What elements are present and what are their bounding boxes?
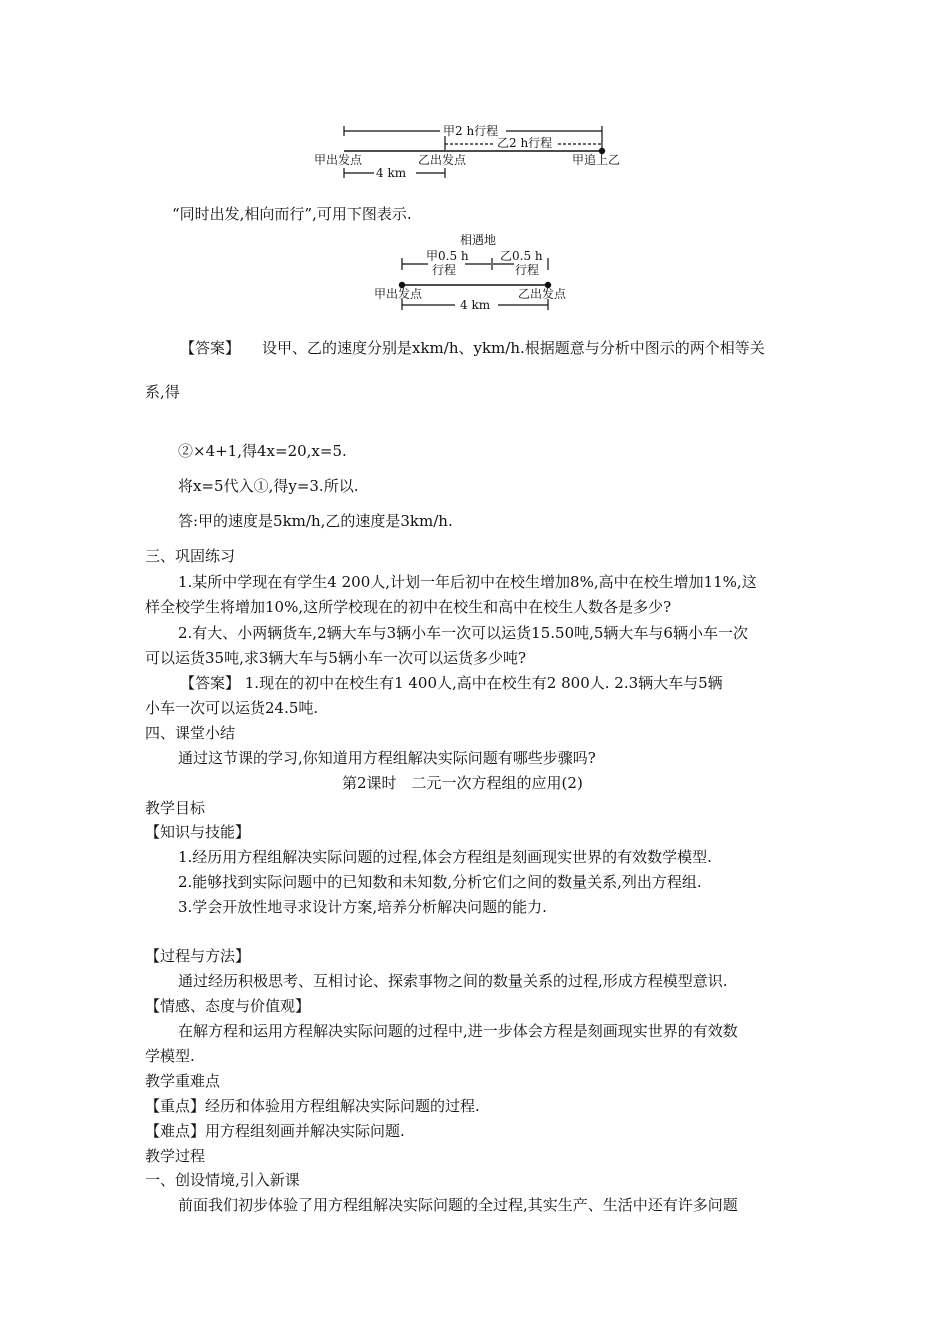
section3-q2-line1: 2.有大、小两辆货车,2辆大车与3辆小车一次可以运货15.50吨,5辆大车与6辆小车一次	[178, 624, 748, 642]
answer-step-1: ②×4+1,得4x=20,x=5.	[178, 442, 347, 460]
part1-title: 一、创设情境,引入新课	[145, 1171, 300, 1189]
pursuit-diagram	[300, 118, 650, 180]
knowledge-item-2: 2.能够找到实际问题中的已知数和未知数,分析它们之间的数量关系,列出方程组.	[178, 873, 702, 891]
hard-point: 【难点】用方程组刻画并解决实际问题.	[145, 1122, 405, 1140]
knowledge-title: 【知识与技能】	[145, 823, 251, 841]
section3-title: 三、巩固练习	[145, 547, 236, 565]
knowledge-item-1: 1.经历用方程组解决实际问题的过程,体会方程组是刻画现实世界的有效数学模型.	[178, 848, 712, 866]
process-text: 通过经历积极思考、互相讨论、探索事物之间的数量关系的过程,形成方程模型意识.	[178, 972, 728, 990]
catch-label: 甲追上乙	[572, 153, 621, 167]
section3-q1-line2: 样全校学生将增加10%,这所学校现在的初中在校生和高中在校生人数各是多少?	[145, 598, 672, 616]
distance-label: 4 km	[460, 298, 491, 312]
part1-text: 前面我们初步体验了用方程组解决实际问题的全过程,其实生产、生活中还有许多问题	[178, 1196, 738, 1214]
emotion-line1: 在解方程和运用方程解决实际问题的过程中,进一步体会方程是刻画现实世界的有效数	[178, 1022, 738, 1040]
jia-trip-label: 行程	[432, 263, 457, 277]
section4-text: 通过这节课的学习,你知道用方程组解决实际问题有哪些步骤吗?	[178, 749, 596, 767]
knowledge-item-3: 3.学会开放性地寻求设计方案,培养分析解决问题的能力.	[178, 898, 547, 916]
jia-time-label: 甲0.5 h	[426, 249, 469, 263]
yi-2h-label: 乙2 h行程	[497, 136, 553, 150]
section3-answer-line2: 小车一次可以运货24.5吨.	[145, 699, 319, 717]
section3-answer-line1: 【答案】 1.现在的初中在校生有1 400人,高中在校生有2 800人. 2.3辆大车与5辆	[180, 674, 723, 692]
meeting-diagram	[370, 230, 590, 312]
yi-time-label: 乙0.5 h	[500, 249, 543, 263]
emotion-title: 【情感、态度与价值观】	[145, 997, 311, 1015]
jia-2h-label: 甲2 h行程	[443, 124, 499, 138]
intro-text: “同时出发,相向而行”,可用下图表示.	[172, 205, 412, 223]
emotion-line2: 学模型.	[145, 1047, 195, 1065]
jia-start-label: 甲出发点	[314, 153, 363, 167]
jia-start-label: 甲出发点	[374, 287, 423, 301]
key-title: 教学重难点	[145, 1072, 221, 1090]
answer-line-2: 系,得	[145, 383, 180, 401]
lesson2-title: 第2课时 二元一次方程组的应用(2)	[342, 774, 583, 792]
section3-q2-line2: 可以运货35吨,求3辆大车与5辆小车一次可以运货多少吨?	[145, 649, 526, 667]
process2-title: 教学过程	[145, 1147, 206, 1165]
answer-step-3: 答:甲的速度是5km/h,乙的速度是3km/h.	[178, 512, 453, 530]
answer-tag: 【答案】	[180, 339, 241, 357]
process-title: 【过程与方法】	[145, 947, 251, 965]
answer-line-1: 设甲、乙的速度分别是xkm/h、ykm/h.根据题意与分析中图示的两个相等关	[262, 339, 765, 357]
meet-label: 相遇地	[460, 233, 497, 247]
yi-start-label: 乙出发点	[518, 287, 567, 301]
goals-title: 教学目标	[145, 799, 206, 817]
key-point: 【重点】经历和体验用方程组解决实际问题的过程.	[145, 1097, 480, 1115]
distance-label: 4 km	[376, 166, 407, 180]
section4-title: 四、课堂小结	[145, 724, 236, 742]
section3-q1-line1: 1.某所中学现在有学生4 200人,计划一年后初中在校生增加8%,高中在校生增加11%,这	[178, 573, 757, 591]
answer-step-2: 将x=5代入①,得y=3.所以.	[178, 477, 359, 495]
yi-start-label: 乙出发点	[418, 153, 467, 167]
yi-trip-label: 行程	[515, 263, 540, 277]
